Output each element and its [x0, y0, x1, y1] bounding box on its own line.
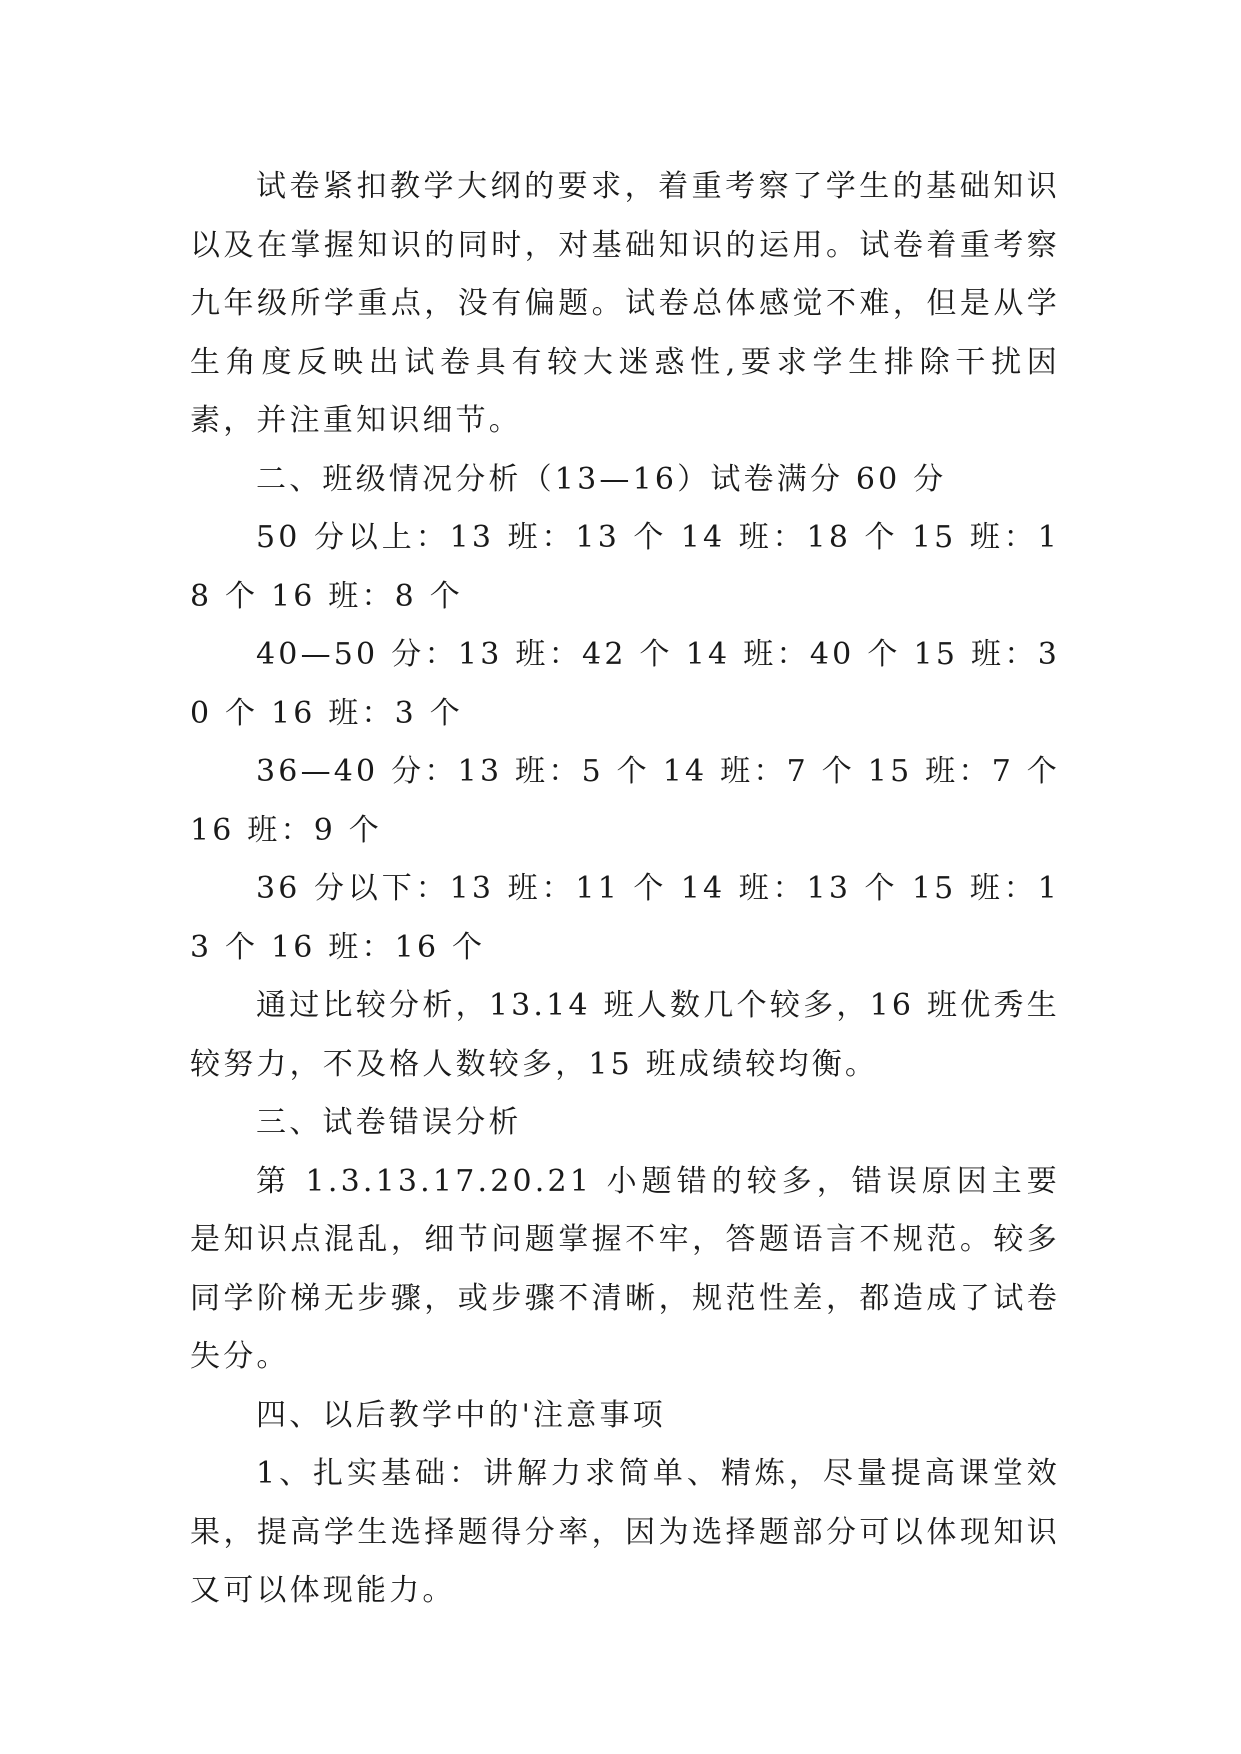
section-heading-error-analysis: 三、试卷错误分析: [256, 1105, 522, 1140]
document-body: [190, 158, 1060, 1621]
paragraph-comparison: 通过比较分析，13.14 班人数几个较多，16 班优秀生较努力，不及格人数较多，15 班成绩较均衡。: [190, 988, 1060, 1082]
section-heading-class-analysis: 二、班级情况分析（13—16）试卷满分 60 分: [256, 461, 947, 497]
paragraph-solid-foundation: 1、扎实基础：讲解力求简单、精炼，尽量提高课堂效果，提高学生选择题得分率，因为选择题部分可以体现知识又可以体现能力。: [190, 1456, 1060, 1608]
section-heading-teaching-notes: 四、以后教学中的'注意事项: [256, 1397, 666, 1433]
paragraph-exam-overview: 试卷紧扣教学大纲的要求，着重考察了学生的基础知识以及在掌握知识的同时，对基础知识的运用。试卷着重考察九年级所学重点，没有偏题。试卷总体感觉不难，但是从学生角度反映出试卷具有较大迷惑性,要求学生排除干扰因素，并注重知识细节。: [190, 169, 1060, 438]
score-row-40-50: 40—50 分：13 班：42 个 14 班：40 个 15 班：30 个 16 班：3 个: [190, 637, 1060, 731]
score-row-below-36: 36 分以下：13 班：11 个 14 班：13 个 15 班：13 个 16 班：16 个: [190, 871, 1060, 965]
score-row-above-50: 50 分以上：13 班：13 个 14 班：18 个 15 班：18 个 16 班：8 个: [190, 520, 1060, 614]
score-row-36-40: 36—40 分：13 班：5 个 14 班：7 个 15 班：7 个 16 班：9 个: [190, 754, 1060, 848]
paragraph-error-details: 第 1.3.13.17.20.21 小题错的较多，错误原因主要是知识点混乱，细节问题掌握不牢，答题语言不规范。较多同学阶梯无步骤，或步骤不清晰，规范性差，都造成了试卷失分。: [190, 1163, 1060, 1374]
